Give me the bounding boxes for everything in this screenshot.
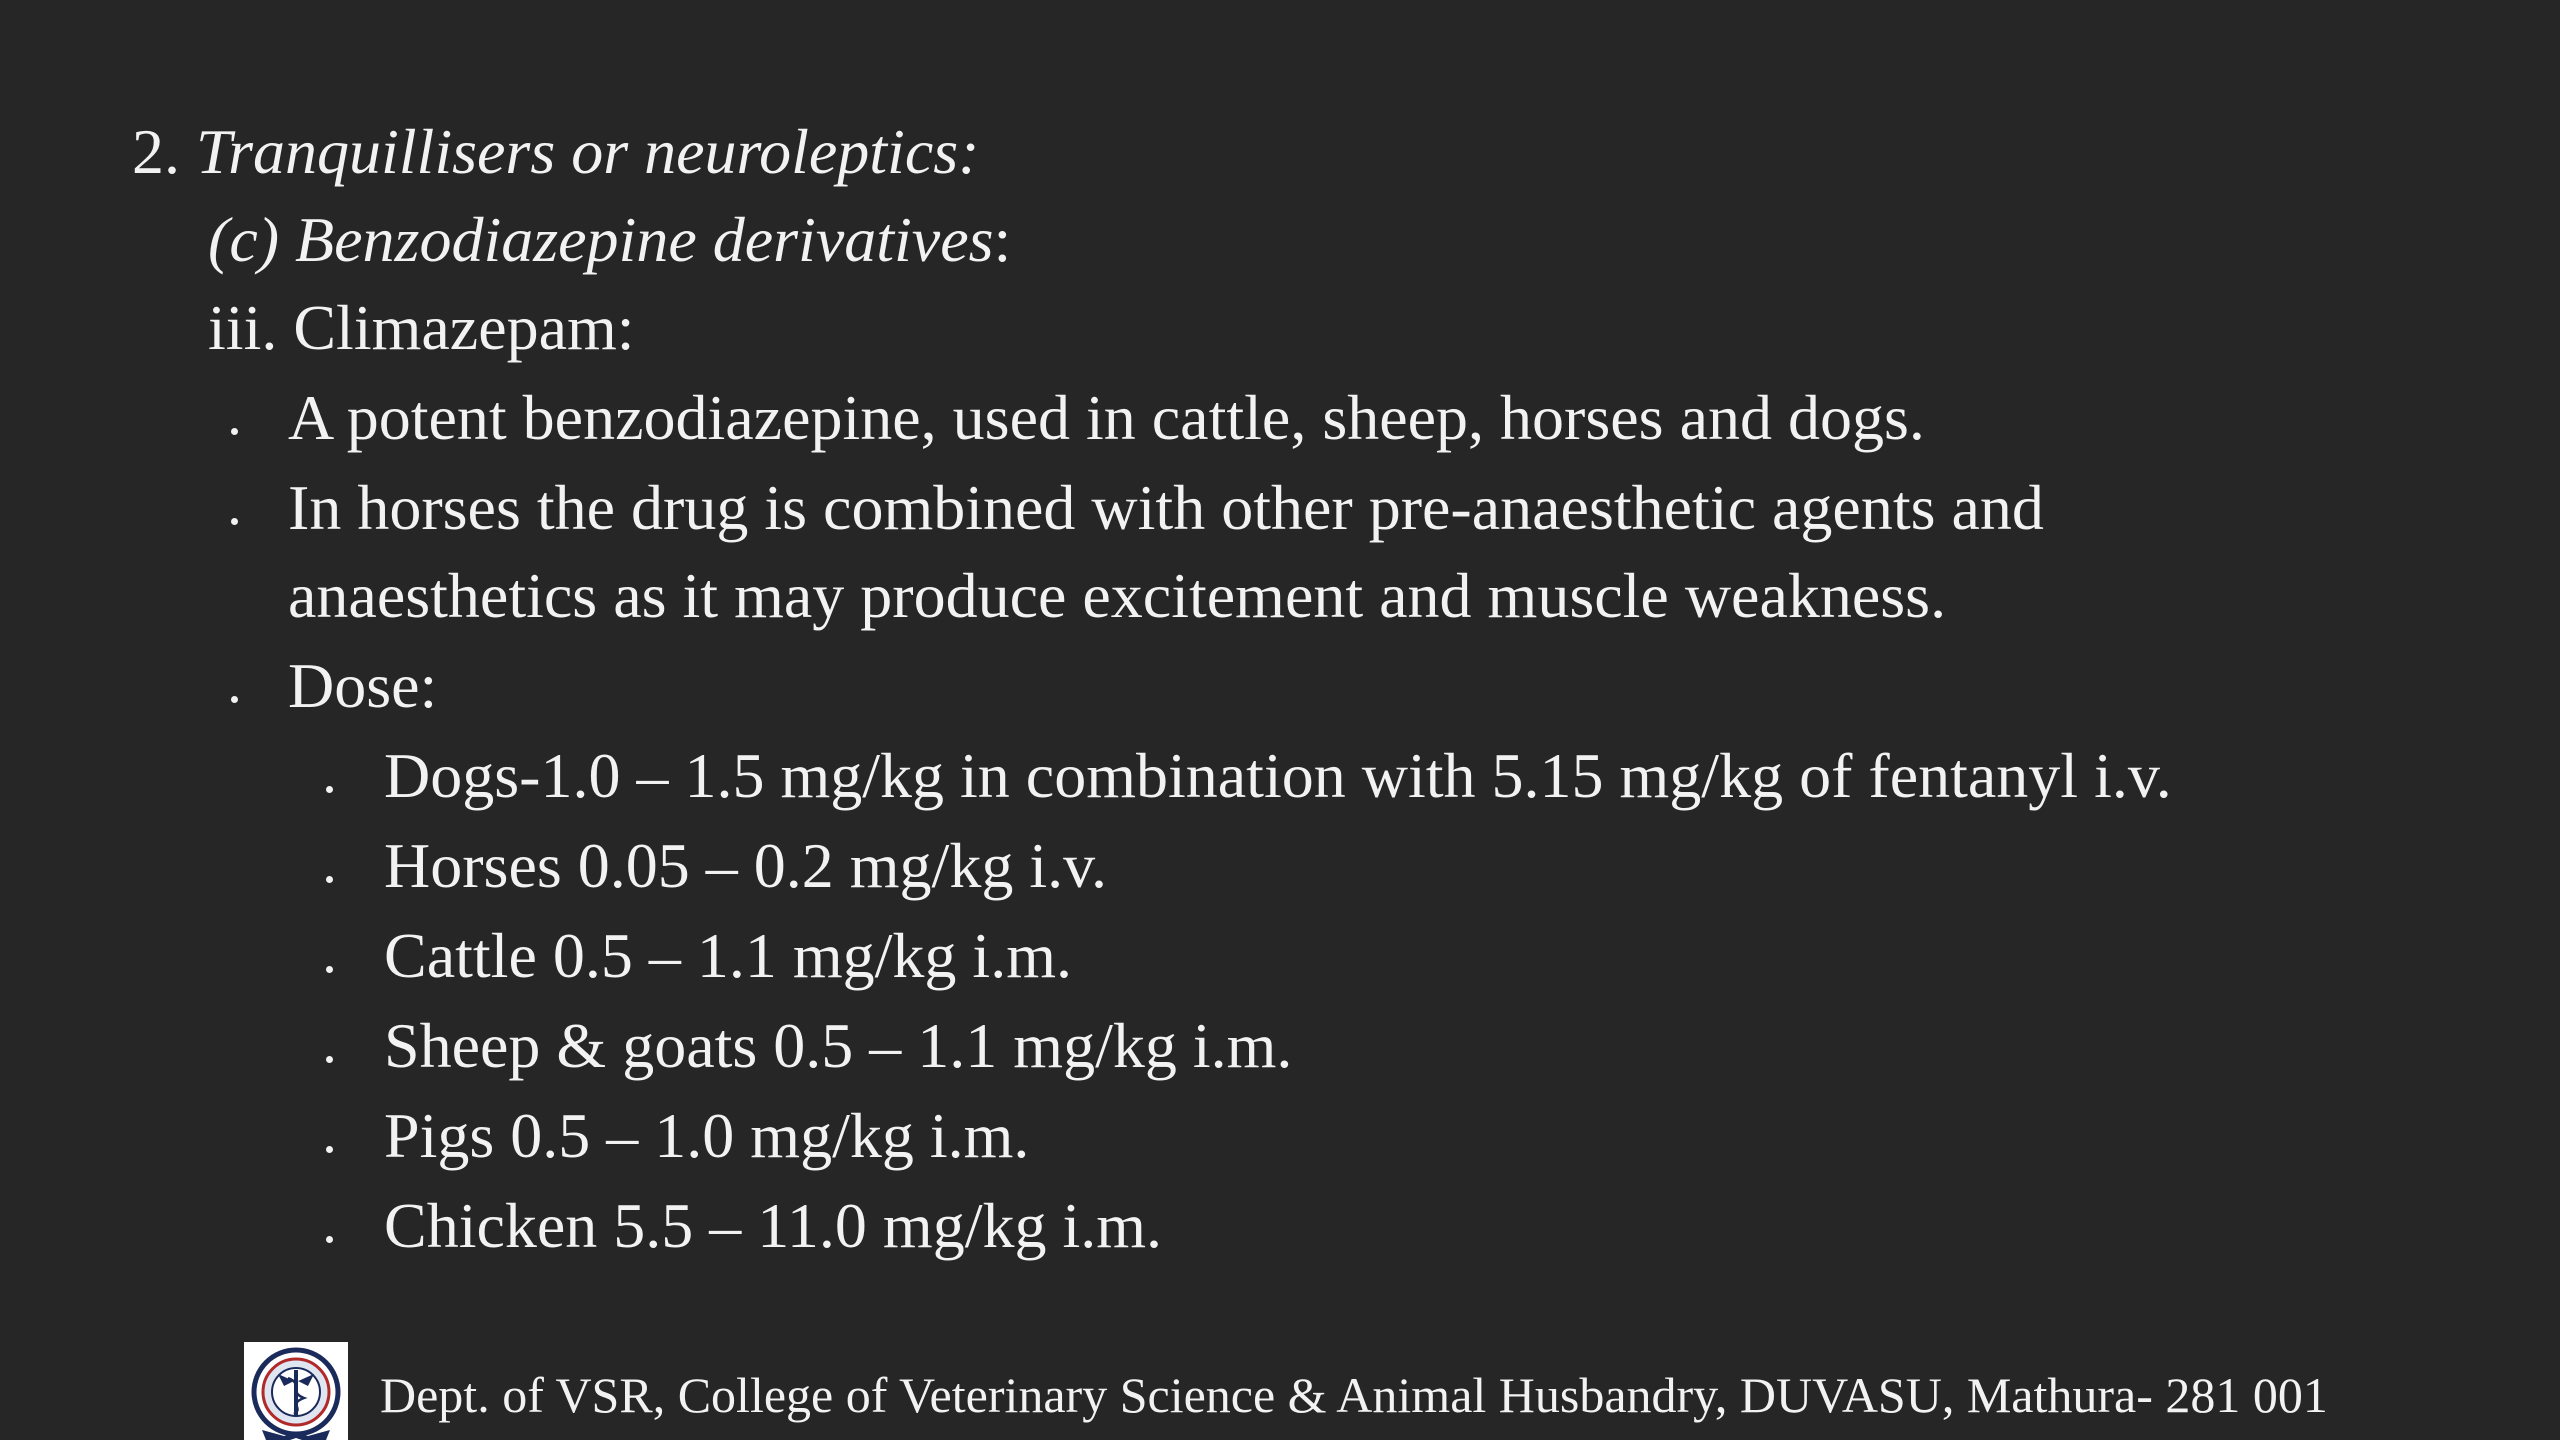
bullet-dot: [326, 1236, 333, 1243]
bullet-dot: [326, 786, 333, 793]
dose-item: Horses 0.05 – 0.2 mg/kg i.v.: [384, 830, 1107, 901]
bullet-dot: [231, 518, 238, 525]
heading-number: 2.: [132, 116, 180, 187]
dose-item: Dogs-1.0 – 1.5 mg/kg in combination with 5.15 mg/kg of fentanyl i.v.: [384, 740, 2172, 811]
footer-text: Dept. of VSR, College of Veterinary Science & Animal Husbandry, DUVASU, Mathura- 281 001: [380, 1367, 2328, 1423]
slide-footer: [244, 1342, 2464, 1440]
bullet-dot: [231, 696, 238, 703]
heading-text: Tranquillisers or neuroleptics:: [196, 116, 980, 187]
bullet-dot: [326, 1056, 333, 1063]
slide-subheading: [208, 204, 1012, 275]
point-item: A potent benzodiazepine, used in cattle, sheep, horses and dogs.: [288, 382, 1925, 453]
point-item: In horses the drug is combined with other pre-anaesthetic agents and: [288, 472, 2044, 543]
bullet-dot: [231, 428, 238, 435]
dose-item: Cattle 0.5 – 1.1 mg/kg i.m.: [384, 920, 1072, 991]
slide-heading: [132, 116, 980, 187]
bullet-dot: [326, 966, 333, 973]
subheading-suffix: :: [993, 204, 1012, 275]
dose-item: Pigs 0.5 – 1.0 mg/kg i.m.: [384, 1100, 1030, 1171]
bullet-dot: [326, 876, 333, 883]
university-emblem-icon: [244, 1342, 348, 1440]
drug-title: iii. Climazepam:: [208, 292, 635, 363]
point-item: Dose:: [288, 650, 438, 721]
dose-item: Sheep & goats 0.5 – 1.1 mg/kg i.m.: [384, 1010, 1293, 1081]
bullet-dot: [326, 1146, 333, 1153]
point-item-continuation: anaesthetics as it may produce excitement and muscle weakness.: [288, 560, 1947, 631]
dose-item: Chicken 5.5 – 11.0 mg/kg i.m.: [384, 1190, 1163, 1261]
subheading-text: (c) Benzodiazepine derivatives: [208, 204, 994, 275]
